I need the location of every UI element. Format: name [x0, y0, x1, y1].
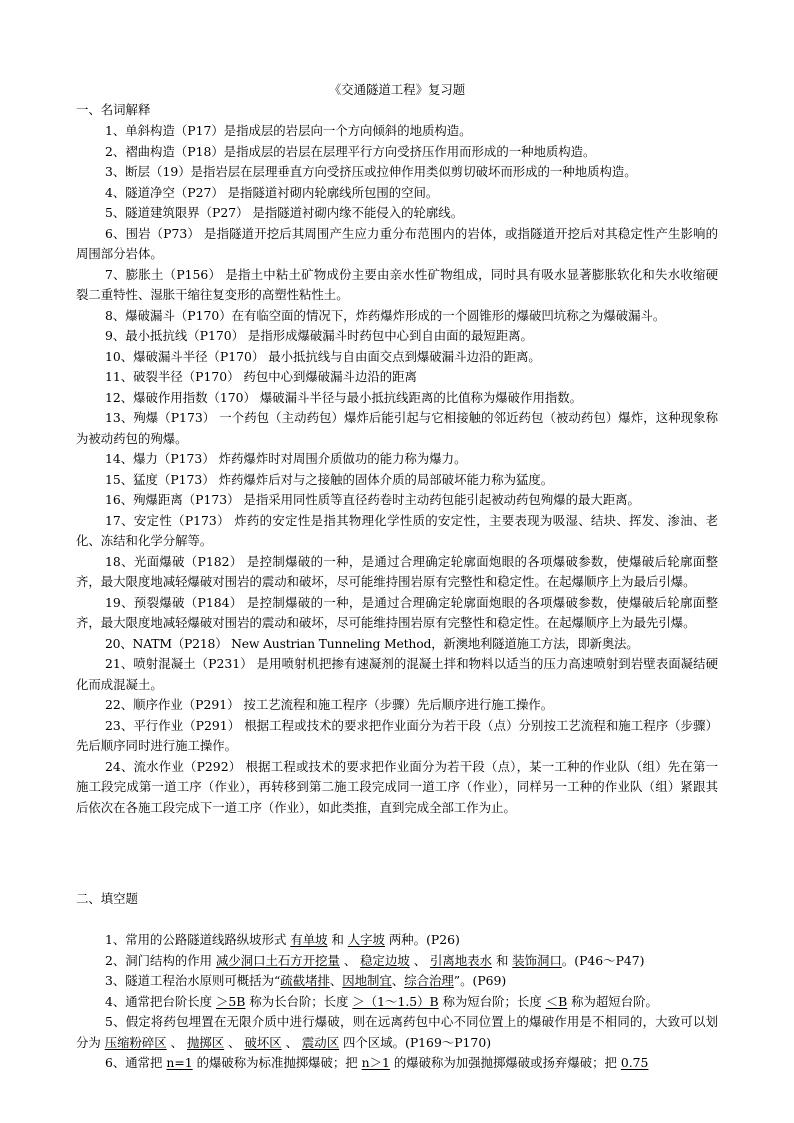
definition-item: 24、流水作业（P292） 根据工程或技术的要求把作业面分为若干段（点），某一工种的作业队（组）先在第一施工段完成第一道工序（作业），再转移到第二施工段完成同一道工序（作业），同样另一工种的作业队（组）紧跟其后依次在各施工段完成下一道工序（作业），如此类推，直到完成全部工作为止。 [76, 758, 718, 815]
fill-in-list [76, 930, 718, 1074]
question-text: 、 [170, 1034, 184, 1050]
answer-blank: 破坏区 [244, 1034, 282, 1050]
definitions-list [76, 121, 718, 818]
question-text: 、 [228, 1034, 241, 1050]
answer-blank: 稳定边坡 [360, 952, 410, 968]
question-text: 和 [331, 932, 344, 947]
fill-in-question [76, 971, 718, 992]
definition-item: 2、褶曲构造（P18）是指成层的岩层在层理平行方向受挤压作用而形成的一种地质构造。 [105, 143, 596, 159]
answer-blank: 有单坡 [290, 932, 328, 947]
section-heading-definitions: 一、名词解释 [76, 102, 151, 117]
question-text: 6、通常把 [105, 1055, 163, 1070]
definition-item: 6、围岩（P73） 是指隧道开挖后其周围产生应力重分布范围内的岩体，或指隧道开挖后对其稳定性产生影响的周围部分岩体。 [76, 225, 718, 261]
answer-blank: 因地制宜 [342, 973, 392, 988]
question-text: 称为超短台阶。 [571, 993, 658, 1009]
question-text: 2、洞门结构的作用 [105, 952, 213, 968]
answer-blank: 引离地表水 [430, 952, 492, 968]
definition-item: 14、爆力（P173） 炸药爆炸时对周围介质做功的能力称为爆力。 [105, 451, 467, 466]
question-text: 1、常用的公路隧道线路纵坡形式 [105, 932, 287, 947]
definition-item: 13、殉爆（P173） 一个药包（主动药包）爆炸后能引起与它相接触的邻近药包（被动药包）爆炸，这种现象称为被动药包的殉爆。 [76, 410, 718, 446]
answer-blank: 震动区 [301, 1034, 340, 1050]
definition-item: 19、预裂爆破（P184） 是控制爆破的一种，是通过合理确定轮廓面炮眼的各项爆破参数，使爆破后轮廓面整齐，最大限度地减轻爆破对围岩的震动和破坏，尽可能维持围岩原有完整性和稳定性。在起爆顺序上为最先引爆。 [76, 594, 718, 630]
answer-blank: ＞5B [215, 993, 246, 1009]
definition-item: 18、光面爆破（P182） 是控制爆破的一种，是通过合理确定轮廓面炮眼的各项爆破参数，使爆破后轮廓面整齐，最大限度地减轻爆破对围岩的震动和破坏，尽可能维持围岩原有完整性和稳定性。在起爆顺序上为最后引爆。 [76, 553, 718, 589]
question-text: 、 [391, 973, 405, 988]
section-heading-fill-in: 二、填空题 [76, 891, 138, 906]
definition-item: 12、爆破作用指数（170） 爆破漏斗半径与最小抵抗线距离的比值称为爆破作用指数。 [105, 389, 583, 405]
fill-in-question [76, 1053, 718, 1074]
question-text: 称为短台阶；长度 [442, 993, 542, 1009]
definition-item: 21、喷射混凝土（P231） 是用喷射机把掺有速凝剂的混凝土拌和物料以适当的压力高速喷射到岩壁表面凝结硬化而成混凝土。 [76, 656, 718, 692]
definition-item: 22、顺序作业（P291） 按工艺流程和施工程序（步骤）先后顺序进行施工操作。 [105, 697, 554, 712]
fill-in-question [76, 1012, 718, 1053]
answer-blank: ＞（1～1.5）B [352, 993, 439, 1009]
question-text: 和 [495, 952, 509, 968]
definition-item: 8、爆破漏斗（P170）在有临空面的情况下，炸药爆炸形成的一个圆锥形的爆破凹坑称之为爆破漏斗。 [105, 307, 666, 323]
question-text: 。(P46～P47) [561, 952, 645, 968]
definition-item: 10、爆破漏斗半径（P170） 最小抵抗线与自由面交点到爆破漏斗边沿的距离。 [105, 348, 541, 364]
question-text: ”。(P69) [453, 973, 507, 988]
fill-in-question [76, 930, 718, 951]
definition-item: 23、平行作业（P291） 根据工程或技术的要求把作业面分为若干段（点）分别按工艺流程和施工程序（步骤）先后顺序同时进行施工操作。 [76, 717, 718, 753]
answer-blank: 压缩粉碎区 [104, 1034, 167, 1050]
definition-item: 5、隧道建筑限界（P27） 是指隧道衬砌内缘不能侵入的轮廓线。 [105, 205, 464, 220]
question-text: 5、假定将药包埋置在无限介质中进行爆破，则在远离药包中心不同位置上的爆破作用是不相同的，大致可以划分为 [76, 1014, 718, 1050]
answer-blank: n=1 [166, 1055, 193, 1070]
definition-item: 17、安定性（P173） 炸药的安定性是指其物理化学性质的安定性，主要表现为吸湿、结块、挥发、渗油、老化、冻结和化学分解等。 [76, 512, 718, 548]
question-text: 两种。(P26) [388, 932, 460, 947]
question-text: 、 [329, 973, 343, 988]
fill-in-question [76, 992, 718, 1013]
answer-blank: 抛掷区 [186, 1034, 225, 1050]
question-text: 、 [285, 1034, 298, 1050]
answer-blank: ＜B [545, 993, 568, 1009]
definition-item: 9、最小抵抗线（P170） 是指形成爆破漏斗时药包中心到自由面的最短距离。 [105, 328, 533, 343]
definition-item: 16、殉爆距离（P173） 是指采用同性质等直径药卷时主动药包能引起被动药包殉爆的最大距离。 [105, 492, 640, 507]
page-title: 《交通隧道工程》复习题 [328, 82, 466, 97]
definition-item: 11、破裂半径（P170） 药包中心到爆破漏斗边沿的距离 [105, 369, 417, 384]
question-text: 称为长台阶；长度 [249, 993, 349, 1009]
question-text: 4、通常把台阶长度 [105, 993, 213, 1009]
question-text: 的爆破称为标准抛掷爆破；把 [196, 1055, 358, 1070]
definition-item: 1、单斜构造（P17）是指成层的岩层向一个方向倾斜的地质构造。 [105, 123, 472, 138]
question-text: 3、隧道工程治水原则可概括为“ [105, 973, 281, 988]
fill-in-question [76, 951, 718, 972]
answer-blank: 综合治理 [404, 973, 454, 988]
question-text: 、 [343, 952, 357, 968]
answer-blank: 人字坡 [347, 932, 385, 947]
definition-item: 4、隧道净空（P27） 是指隧道衬砌内轮廓线所包围的空间。 [105, 184, 439, 200]
answer-blank: 减少洞口土石方开挖量 [215, 952, 340, 968]
answer-blank: 装饰洞口 [512, 952, 562, 968]
answer-blank: 0.75 [620, 1055, 649, 1070]
question-text: 四个区域。(P169～P170) [343, 1034, 492, 1050]
question-text: 的爆破称为加强抛掷爆破或扬弃爆破；把 [393, 1055, 617, 1070]
answer-blank: 疏截堵排 [280, 973, 330, 988]
answer-blank: n＞1 [361, 1055, 390, 1070]
question-text: 、 [413, 952, 427, 968]
definition-item: 3、断层（19）是指岩层在层理垂直方向受挤压或拉伸作用类似剪切破坏而形成的一种地质构造。 [105, 164, 637, 179]
definition-item: 7、膨胀土（P156） 是指土中粘土矿物成份主要由亲水性矿物组成，同时具有吸水显著膨胀软化和失水收缩硬裂二重特性、湿胀干缩往复变形的高塑性粘性土。 [76, 266, 718, 302]
definition-item: 15、猛度（P173） 炸药爆炸后对与之接触的固体介质的局部破坏能力称为猛度。 [105, 471, 554, 487]
definition-item: 20、NATM（P218） New Austrian Tunneling Method，新澳地利隧道施工方法，即新奥法。 [105, 635, 639, 651]
